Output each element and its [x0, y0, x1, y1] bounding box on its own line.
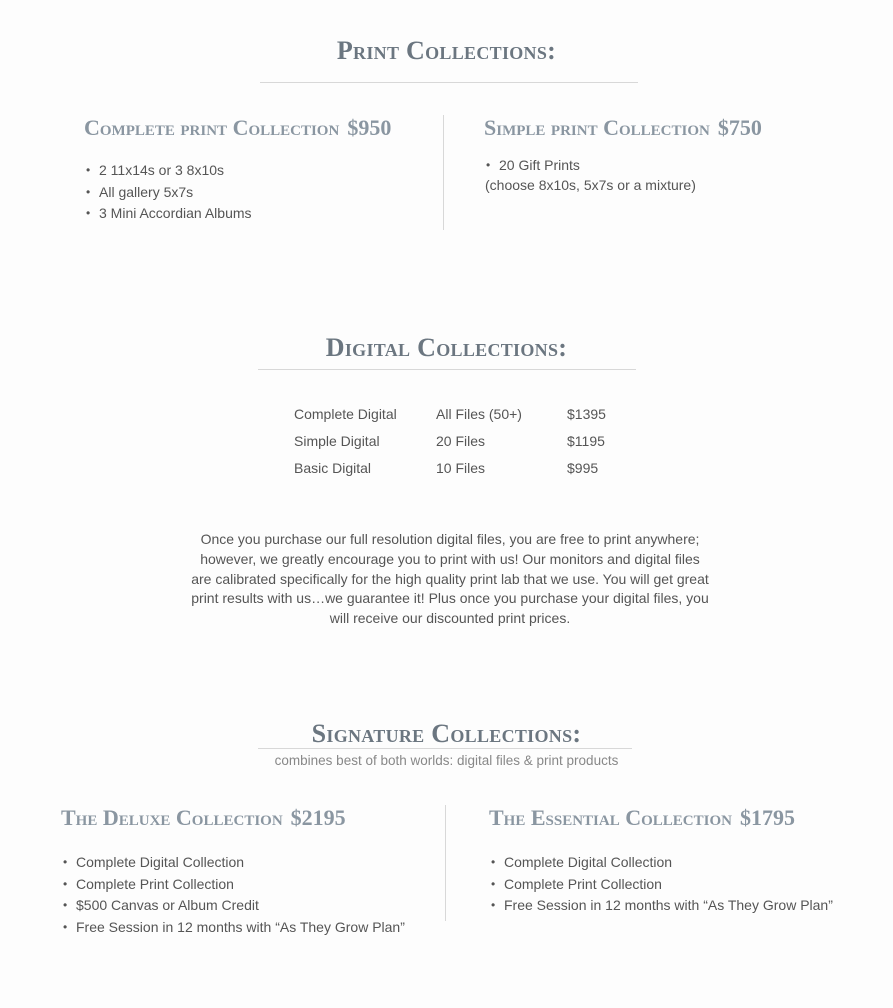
signature-collections-heading: Signature Collections: — [311, 719, 582, 748]
list-item: • 2 11x14s or 3 8x10s — [85, 160, 252, 182]
digital-heading-divider — [258, 369, 636, 370]
list-item: • Complete Digital Collection — [62, 852, 405, 874]
table-row — [294, 400, 606, 427]
table-cell-name: Basic Digital — [294, 459, 372, 476]
collection-name: The Deluxe Collection — [61, 805, 283, 830]
list-item: • Free Session in 12 months with “As They Grow Plan” — [62, 917, 405, 939]
collection-price: $2195 — [290, 805, 346, 830]
list-item: • 20 Gift Prints — [485, 155, 580, 177]
list-item: • Complete Print Collection — [490, 874, 833, 896]
collection-price: $1795 — [739, 805, 795, 830]
list-item: • 3 Mini Accordian Albums — [85, 203, 252, 225]
digital-pricing-table — [294, 400, 606, 481]
table-row — [294, 427, 606, 454]
deluxe-collection-title — [61, 805, 346, 831]
list-item: • Complete Digital Collection — [490, 852, 833, 874]
essential-collection-title — [489, 805, 795, 831]
list-item: • Complete Print Collection — [62, 874, 405, 896]
complete-print-collection-title — [84, 115, 391, 141]
list-item: • Free Session in 12 months with “As They Grow Plan” — [490, 895, 833, 917]
table-cell-price: $1395 — [567, 405, 606, 422]
essential-items — [490, 852, 833, 917]
deluxe-items — [62, 852, 405, 938]
digital-collections-heading: Digital Collections: — [325, 333, 568, 362]
collection-name: The Essential Collection — [489, 805, 732, 830]
digital-files-paragraph: Once you purchase our full resolution digital files, you are free to print anywhere; however, we greatly encourage you to print with us! Our monitors and digital files are calibrated specifically for the high quality print lab that we use. You will get great print results with us…we guarantee it! Plus once you purchase your digital files, you will receive our discounted print prices. — [191, 531, 709, 627]
simple-print-collection-title — [484, 115, 762, 141]
list-item: • $500 Canvas or Album Credit — [62, 895, 405, 917]
simple-print-note: (choose 8x10s, 5x7s or a mixture) — [485, 177, 696, 193]
signature-column-divider — [445, 805, 446, 921]
collection-price: $750 — [717, 115, 762, 140]
table-cell-files: 10 Files — [436, 459, 486, 476]
table-cell-files: All Files (50+) — [436, 405, 522, 422]
list-item: • All gallery 5x7s — [85, 182, 252, 204]
table-cell-name: Complete Digital — [294, 405, 397, 422]
collection-name: Complete print Collection — [84, 115, 340, 140]
complete-print-items — [85, 160, 252, 225]
collection-name: Simple print Collection — [484, 115, 710, 140]
collection-price: $950 — [347, 115, 392, 140]
table-cell-name: Simple Digital — [294, 432, 380, 449]
signature-heading-divider — [258, 748, 632, 749]
signature-subtitle: combines best of both worlds: digital files & print products — [274, 753, 619, 768]
print-collections-heading: Print Collections: — [336, 36, 557, 65]
table-cell-price: $1195 — [567, 432, 605, 449]
print-column-divider — [443, 115, 444, 230]
table-cell-files: 20 Files — [436, 432, 486, 449]
table-row — [294, 454, 606, 481]
print-heading-divider — [260, 82, 638, 83]
table-cell-price: $995 — [567, 459, 599, 476]
simple-print-items — [485, 155, 580, 177]
